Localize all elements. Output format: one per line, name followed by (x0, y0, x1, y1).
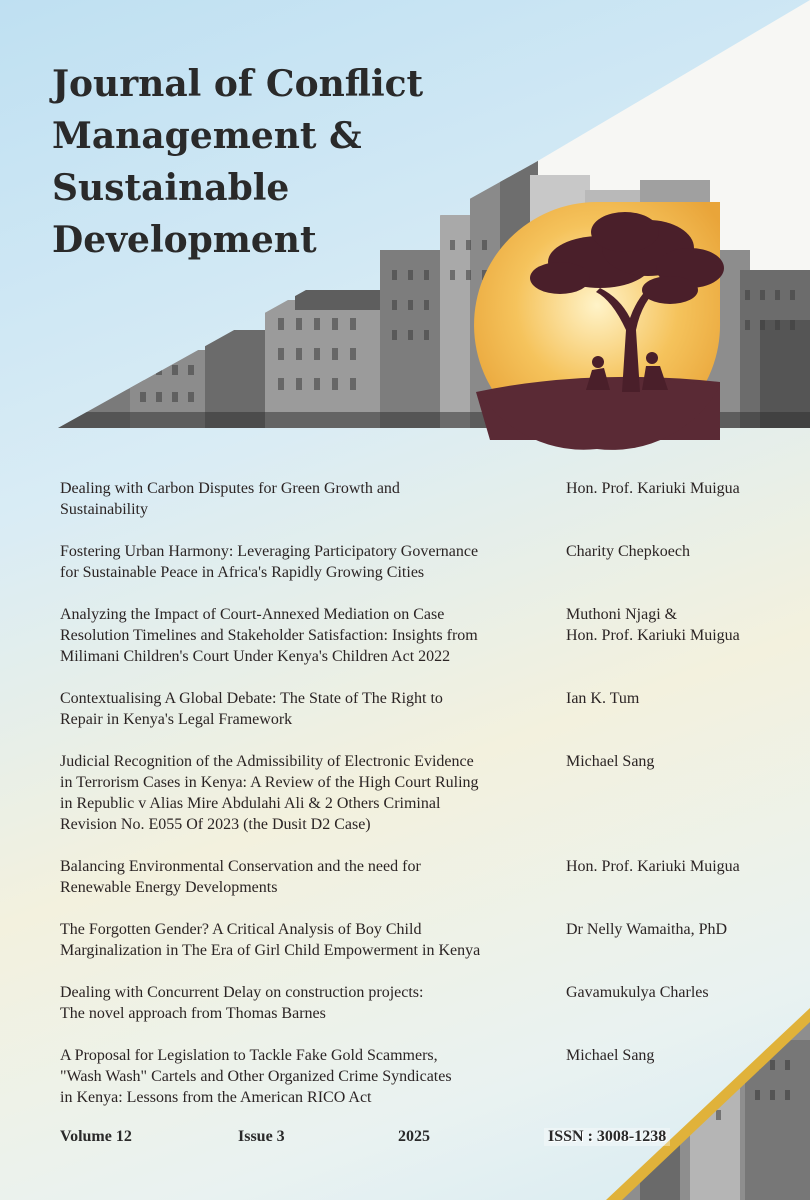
article-title-line: A Proposal for Legislation to Tackle Fake Gold Scammers, (60, 1047, 438, 1064)
toc-entry (60, 688, 780, 751)
article-title-line: Balancing Environmental Conservation and the need for (60, 858, 421, 875)
article-author-line: Dr Nelly Wamaitha, PhD (566, 921, 728, 938)
article-author (566, 751, 784, 772)
journal-logo (474, 202, 724, 450)
article-author-line: Gavamukulya Charles (566, 984, 709, 1001)
article-title (60, 982, 540, 1024)
article-author-line: Muthoni Njagi & (566, 606, 678, 623)
journal-title-line: Journal of Conflict (52, 63, 424, 105)
article-title-line: Dealing with Carbon Disputes for Green Growth and (60, 480, 400, 497)
article-title-line: Contextualising A Global Debate: The State of The Right to (60, 690, 443, 707)
toc-entry (60, 604, 780, 688)
article-author-line: Michael Sang (566, 1047, 655, 1064)
article-title-line: in Terrorism Cases in Kenya: A Review of the High Court Ruling (60, 774, 479, 791)
journal-title-line: Development (52, 219, 317, 261)
article-title-line: Analyzing the Impact of Court-Annexed Mediation on Case (60, 606, 445, 623)
article-title-line: for Sustainable Peace in Africa's Rapidly Growing Cities (60, 564, 425, 581)
issue-footer (0, 1128, 810, 1152)
article-author-line: Charity Chepkoech (566, 543, 690, 560)
article-author (566, 1045, 784, 1066)
table-of-contents (60, 478, 780, 1111)
article-author-line: Hon. Prof. Kariuki Muigua (566, 858, 740, 875)
article-author-line: Michael Sang (566, 753, 655, 770)
article-title-line: Repair in Kenya's Legal Framework (60, 711, 293, 728)
journal-title (52, 58, 492, 266)
toc-entry (60, 982, 780, 1045)
volume-label: Volume 12 (60, 1128, 132, 1145)
article-title-line: "Wash Wash" Cartels and Other Organized Crime Syndicates (60, 1068, 452, 1085)
toc-entry (60, 919, 780, 982)
article-title (60, 1045, 540, 1108)
article-title-line: Resolution Timelines and Stakeholder Satisfaction: Insights from (60, 627, 478, 644)
article-title (60, 541, 540, 583)
article-author (566, 919, 784, 940)
article-title-line: Fostering Urban Harmony: Leveraging Participatory Governance (60, 543, 479, 560)
article-author (566, 541, 784, 562)
toc-entry (60, 856, 780, 919)
journal-title-line: Sustainable (52, 167, 290, 209)
article-title-line: in Republic v Alias Mire Abdulahi Ali & 2 Others Criminal (60, 795, 441, 812)
article-title (60, 856, 540, 898)
toc-entry (60, 541, 780, 604)
issue-label: Issue 3 (238, 1128, 285, 1145)
issn-label: ISSN : 3008-1238 (544, 1128, 670, 1146)
article-title-line: Renewable Energy Developments (60, 879, 278, 896)
article-author (566, 604, 784, 646)
article-author (566, 856, 784, 877)
article-title-line: The Forgotten Gender? A Critical Analysis of Boy Child (60, 921, 422, 938)
article-author (566, 982, 784, 1003)
article-author-line: Hon. Prof. Kariuki Muigua (566, 627, 740, 644)
article-author (566, 478, 784, 499)
article-title (60, 604, 540, 667)
journal-title-line: Management & (52, 115, 362, 157)
toc-entry (60, 478, 780, 541)
toc-entry (60, 1045, 780, 1111)
article-title (60, 688, 540, 730)
toc-entry (60, 751, 780, 856)
article-title (60, 478, 540, 520)
article-title-line: Dealing with Concurrent Delay on construction projects: (60, 984, 424, 1001)
article-title-line: Revision No. E055 Of 2023 (the Dusit D2 Case) (60, 816, 371, 833)
article-title-line: Milimani Children's Court Under Kenya's Children Act 2022 (60, 648, 451, 665)
article-title (60, 751, 540, 835)
article-title-line: Sustainability (60, 501, 148, 518)
article-author-line: Ian K. Tum (566, 690, 640, 707)
article-title (60, 919, 540, 961)
article-title-line: Marginalization in The Era of Girl Child Empowerment in Kenya (60, 942, 481, 959)
article-author-line: Hon. Prof. Kariuki Muigua (566, 480, 740, 497)
year-label: 2025 (398, 1128, 430, 1145)
article-title-line: Judicial Recognition of the Admissibility of Electronic Evidence (60, 753, 474, 770)
article-title-line: The novel approach from Thomas Barnes (60, 1005, 326, 1022)
article-author (566, 688, 784, 709)
article-title-line: in Kenya: Lessons from the American RICO Act (60, 1089, 372, 1106)
